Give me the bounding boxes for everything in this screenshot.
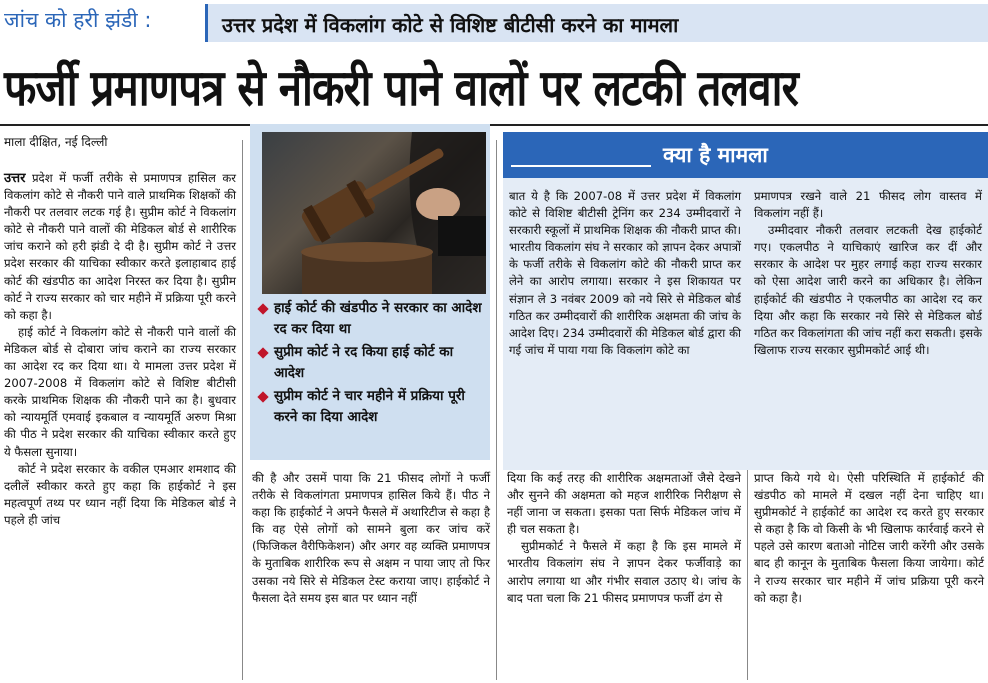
article-column-2 [252,470,490,607]
explainer-banner [503,132,988,178]
column-divider [496,140,497,680]
explainer-paragraph: बात ये है कि 2007-08 में उत्तर प्रदेश में विकलांग कोटे से विशिष्ट बीटीसी ट्रेनिंग कर 234 उम्मीदवारों ने सरकारी स्कूलों में प्राथमिक शिक्षक की नौकरी प्राप्त की। भारतीय विकलांग संघ ने सरकार को ज्ञापन देकर अपात्रों के फर्जी तरीके से विकलांग कोटे की नौकरी प्राप्त कर लेने का आरोप लगाया। सरकार ने इस शिकायत पर संज्ञान ले 3 नवंबर 2009 को नये सिरे से मेडिकल बोर्ड गठित कर उम्मीदवारों की शारीरिक अक्षमता की जांच के आदेश दिए। 234 उम्मीदवारों की मेडिकल बोर्ड द्वारा की गई जांच में पाया गया कि विकलांग कोटे का [509,189,741,357]
explainer-title: क्या है मामला [663,143,768,167]
kicker-label: जांच को हरी झंडी : [4,8,152,32]
column3-paragraph-2: सुप्रीमकोर्ट ने फैसले में कहा है कि इस मामले में भारतीय विकलांग संघ ने ज्ञापन देकर फर्जीवाड़े का आरोप लगाया था और गंभीर सवाल उठाए थे। जांच के बाद पता चला कि 21 फीसद प्रमाणपत्र फर्जी ढंग से [507,539,741,605]
kicker-bar [205,4,988,42]
kicker-strip [0,0,988,46]
gavel-icon [262,132,486,294]
column2-paragraph-1: की है और उसमें पाया कि 21 फीसद लोगों ने फर्जी तरीके से विकलांगता प्रमाणपत्र हासिल किये हैं। पीठ ने कहा कि हाईकोर्ट ने अपने फैसले में अथारिटीज से कहा है कि वह ऐसे लोगों को सामने बुला कर जांच करें (फिजिकल वैरीफिकेशन) और अगर वह व्यक्ति प्रमाणपत्र के मुताबिक शारीरिक रूप से अक्षम न पाया जाए तो फिर उसका नये सिरे से मेडिकल टेस्ट कराया जाए। हाईकोर्ट ने फैसला देते समय इस बात पर ध्यान नहीं [252,471,490,605]
article-column-4 [754,470,984,607]
explainer-column-a [509,188,741,359]
column4-paragraph-1: प्राप्त किये गये थे। ऐसी परिस्थिति में हाईकोर्ट की खंडपीठ को मामले में दखल नहीं देना चाहिए था। सुप्रीमकोर्ट ने हाईकोर्ट का आदेश रद करते हुए सरकार से कहा है कि वो किसी के भी खिलाफ कार्रवाई करने से पहले उसे कारण बताओ नोटिस जारी करेंगी और उसके बाद ही कानून के मुताबिक फैसला किया जायेगा। कोर्ट ने राज्य सरकार चार महीने में जांच प्रक्रिया पूरी करने को कहा है। [754,471,984,605]
explainer-paragraph: उम्मीदवार नौकरी तलवार लटकती देख हाईकोर्ट गए। एकलपीठ ने याचिकाएं खारिज कर दीं और सरकार के आदेश पर मुहर लगाई कहा राज्य सरकार को ऐसा आदेश जारी करने का अधिकार है। लेकिन हाईकोर्ट की खंडपीठ ने एकलपीठ का आदेश रद कर दिया और कहा कि सरकार नये सिरे से मेडिकल बोर्ड गठित कर विकलांगता की जांच नहीं करा सकती। इसके खिलाफ राज्य सरकार सुप्रीमकोर्ट आई थी। [754,223,982,357]
headline-rule [0,124,988,126]
column1-paragraph-1: उत्तर प्रदेश में फर्जी तरीके से प्रमाणपत्र हासिल कर विकलांग कोटे से नौकरी पाने वाले प्राथमिक शिक्षकों की नौकरी पर तलवार लटक गई है। सुप्रीम कोर्ट ने विकलांग कोटे से नौकरी पाने वालों की मेडिकल बोर्ड से शारीरिक जांच कराने को हरी झंडी दे दी है। सुप्रीम कोर्ट ने उत्तर प्रदेश सरकार की याचिका स्वीकार करते इलाहाबाद हाई कोर्ट की खंडपीठ का आदेश निरस्त कर दिया है। सुप्रीम कोर्ट ने राज्य सरकार को चार महीने में प्रक्रिया पूरी करने को कहा है। [4,171,236,322]
column3-paragraph-1: दिया कि कई तरह की शारीरिक अक्षमताओं जैसे देखने और सुनने की अक्षमता को महज शारीरिक निरीक्षण से नहीं जाना ज सकता। इसका पता सिर्फ मेडिकल जांच में ही चल सकता है। [507,471,741,537]
banner-rule [511,165,651,167]
column1-paragraph-3: कोर्ट ने प्रदेश सरकार के वकील एमआर शमशाद की दलीलें स्वीकार करते हुए कहा कि हाईकोर्ट ने इस महत्वपूर्ण तथ्य पर ध्यान नहीं दिया कि मेडिकल बोर्ड ने पहले ही जांच [4,461,236,527]
article-column-3 [507,470,741,607]
column-divider [242,140,243,680]
explainer-column-b [754,188,982,359]
kicker-text: उत्तर प्रदेश में विकलांग कोटे से विशिष्ट बीटीसी करने का मामला [222,13,679,37]
column-divider [747,470,748,680]
column1-paragraph-2: हाई कोर्ट ने विकलांग कोटे से नौकरी पाने वालों की मेडिकल बोर्ड से दोबारा जांच कराने का राज्य सरकार का आदेश रद कर दिया था। ये मामला उत्तर प्रदेश में 2007-2008 में विकलांग कोटे से विशिष्ट बीटीसी करके प्राथमिक शिक्षक की नौकरी पाने का है। बुधवार को न्यायमूर्ति एमवाई इकबाल व न्यायमूर्ति अरुण मिश्रा की पीठ ने प्रदेश सरकार की याचिका स्वीकार करते हुए ये फैसला सुनाया। [4,324,236,459]
explainer-paragraph: प्रमाणपत्र रखने वाले 21 फीसद लोग वास्तव में विकलांग नहीं हैं। [754,189,982,221]
diamond-icon [257,391,268,402]
diamond-icon [257,303,268,314]
byline: माला दीक्षित, नई दिल्ली [4,135,108,149]
drop-word: उत्तर [4,171,26,186]
headline: फर्जी प्रमाणपत्र से नौकरी पाने वालों पर लटकी तलवार [4,59,798,117]
article-column-1 [4,170,236,529]
highlight-bullet: सुप्रीम कोर्ट ने चार महीने में प्रक्रिया पूरी करने का दिया आदेश [258,386,484,428]
highlight-bullet: सुप्रीम कोर्ट ने रद किया हाई कोर्ट का आदेश [258,342,484,384]
highlight-bullet: हाई कोर्ट की खंडपीठ ने सरकार का आदेश रद कर दिया था [258,298,484,340]
gavel-photo [262,132,486,294]
highlight-bullets [258,298,484,430]
diamond-icon [257,347,268,358]
